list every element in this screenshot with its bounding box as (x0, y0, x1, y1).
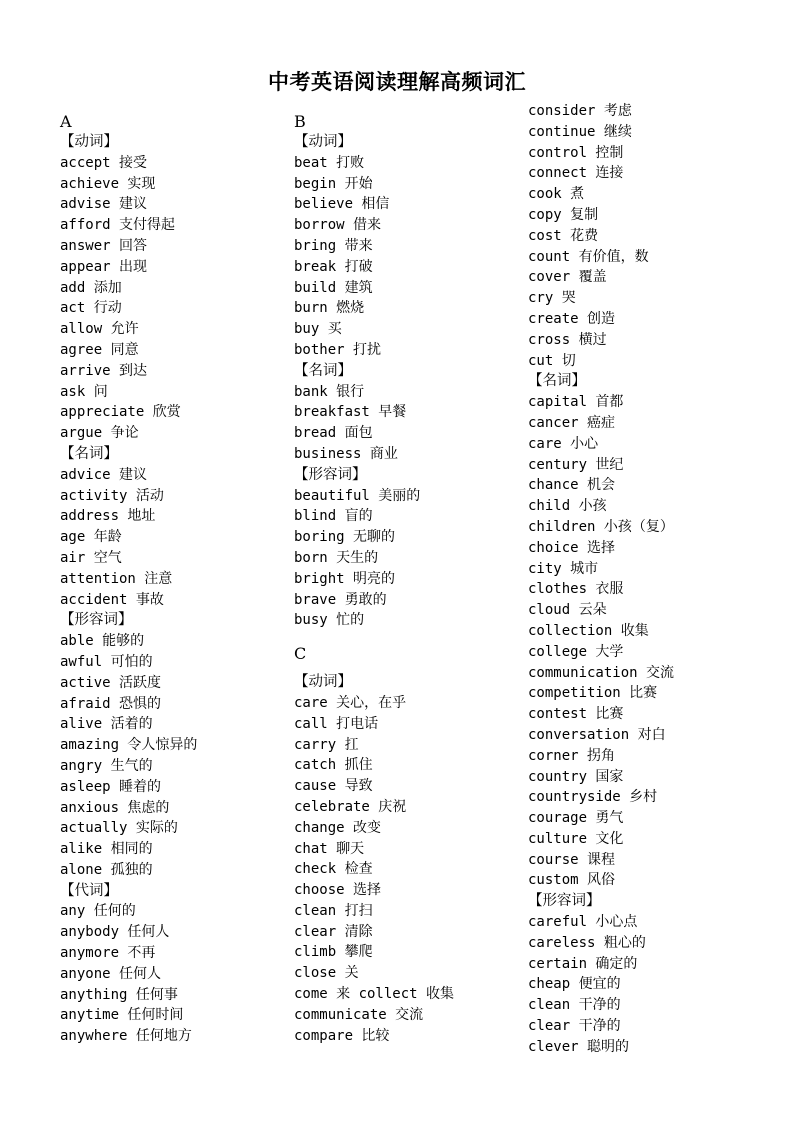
vocab-entry: boring 无聊的 (294, 529, 396, 546)
vocab-entry: careful 小心点 (528, 914, 638, 931)
vocab-entry: anytime 任何时间 (60, 1007, 184, 1024)
vocab-entry: communicate 交流 (294, 1006, 424, 1023)
section-letter: C (294, 644, 307, 664)
vocab-entry: corner 拐角 (528, 747, 616, 764)
vocab-entry: beautiful 美丽的 (294, 487, 421, 504)
vocab-entry: chance 机会 (528, 477, 616, 494)
vocab-entry: breakfast 早餐 (294, 404, 407, 421)
vocab-entry: climb 攀爬 (294, 944, 373, 961)
vocab-entry: bring 带来 (294, 237, 373, 254)
vocab-entry: break 打破 (294, 258, 373, 275)
vocab-entry: cover 覆盖 (528, 269, 607, 286)
category-heading: 【形容词】 (528, 893, 601, 910)
vocab-entry: arrive 到达 (60, 362, 148, 379)
vocab-entry: actually 实际的 (60, 820, 178, 837)
vocab-entry: borrow 借来 (294, 217, 382, 234)
vocab-entry: advise 建议 (60, 196, 148, 213)
vocab-entry: child 小孩 (528, 498, 607, 515)
vocab-entry: address 地址 (60, 508, 156, 525)
vocab-entry: compare 比较 (294, 1027, 390, 1044)
vocab-entry: cause 导致 (294, 778, 373, 795)
vocab-entry: anxious 焦虑的 (60, 799, 170, 816)
vocab-entry: achieve 实现 (60, 175, 156, 192)
category-heading: 【动词】 (294, 674, 352, 691)
page-title: 中考英语阅读理解高频词汇 (268, 70, 526, 94)
vocab-entry: custom 风俗 (528, 872, 616, 889)
vocab-entry: appear 出现 (60, 258, 148, 275)
vocab-entry: copy 复制 (528, 206, 599, 223)
vocab-entry: check 检查 (294, 861, 373, 878)
vocab-entry: cancer 癌症 (528, 414, 616, 431)
section-letter: B (294, 112, 306, 131)
vocab-entry: anywhere 任何地方 (60, 1028, 192, 1045)
vocab-entry: beat 打败 (294, 154, 365, 171)
vocab-entry: college 大学 (528, 643, 624, 660)
vocab-entry: burn 燃烧 (294, 300, 365, 317)
vocab-entry: appreciate 欣赏 (60, 404, 181, 421)
vocab-entry: age 年龄 (60, 529, 122, 546)
vocab-entry: contest 比赛 (528, 706, 624, 723)
vocab-entry: bother 打扰 (294, 341, 382, 358)
vocab-entry: anymore 不再 (60, 945, 156, 962)
vocab-entry: cost 花费 (528, 227, 599, 244)
vocab-entry: born 天生的 (294, 549, 379, 566)
vocab-entry: buy 买 (294, 321, 342, 338)
vocab-entry: connect 连接 (528, 165, 624, 182)
category-heading: 【形容词】 (294, 466, 367, 483)
vocab-entry: accident 事故 (60, 591, 164, 608)
vocab-entry: agree 同意 (60, 341, 139, 358)
vocab-entry: busy 忙的 (294, 612, 365, 629)
category-heading: 【形容词】 (60, 612, 133, 629)
vocab-entry: asleep 睡着的 (60, 778, 162, 795)
column-3 (528, 101, 768, 1058)
vocab-entry: celebrate 庆祝 (294, 798, 407, 815)
vocab-entry: courage 勇气 (528, 810, 624, 827)
vocab-entry: alike 相同的 (60, 841, 153, 858)
column-1 (60, 101, 300, 1047)
vocab-entry: brave 勇敢的 (294, 591, 387, 608)
vocab-entry: clean 打扫 (294, 902, 373, 919)
vocab-entry: clothes 衣服 (528, 581, 624, 598)
vocab-entry: cheap 便宜的 (528, 976, 621, 993)
vocab-entry: count 有价值，数 (528, 248, 649, 265)
vocab-entry: activity 活动 (60, 487, 164, 504)
vocab-entry: allow 允许 (60, 321, 139, 338)
vocab-entry: advice 建议 (60, 466, 148, 483)
vocab-entry: clean 干净的 (528, 997, 621, 1014)
vocab-entry: communication 交流 (528, 664, 675, 681)
vocab-entry: alone 孤独的 (60, 861, 153, 878)
vocab-entry: anything 任何事 (60, 986, 178, 1003)
vocab-entry: countryside 乡村 (528, 789, 658, 806)
category-heading: 【代词】 (60, 882, 118, 899)
vocab-entry: culture 文化 (528, 830, 624, 847)
vocab-entry: conversation 对白 (528, 726, 666, 743)
vocab-entry: chat 聊天 (294, 840, 365, 857)
vocab-entry: change 改变 (294, 819, 382, 836)
vocab-entry: anybody 任何人 (60, 924, 170, 941)
vocab-entry: close 关 (294, 965, 359, 982)
category-heading: 【名词】 (294, 362, 352, 379)
vocab-entry: century 世纪 (528, 456, 624, 473)
vocab-entry: attention 注意 (60, 570, 173, 587)
vocab-entry: choice 选择 (528, 539, 616, 556)
vocab-entry: argue 争论 (60, 425, 139, 442)
vocab-entry: come 来 collect 收集 (294, 986, 455, 1003)
vocab-entry: amazing 令人惊异的 (60, 737, 198, 754)
vocab-entry: choose 选择 (294, 882, 382, 899)
vocab-entry: cut 切 (528, 352, 576, 369)
vocab-entry: blind 盲的 (294, 508, 373, 525)
vocab-entry: bright 明亮的 (294, 570, 396, 587)
vocab-entry: competition 比赛 (528, 685, 658, 702)
category-heading: 【动词】 (294, 134, 352, 150)
vocab-entry: city 城市 (528, 560, 599, 577)
vocab-entry: ask 问 (60, 383, 108, 400)
category-heading: 【名词】 (60, 445, 118, 462)
vocab-entry: capital 首都 (528, 394, 624, 411)
vocab-entry: accept 接受 (60, 154, 148, 171)
category-heading: 【名词】 (528, 373, 586, 390)
vocab-entry: course 课程 (528, 851, 616, 868)
vocab-entry: care 小心 (528, 435, 599, 452)
vocab-entry: bread 面包 (294, 425, 373, 442)
vocab-entry: answer 回答 (60, 237, 148, 254)
vocab-entry: consider 考虑 (528, 103, 632, 119)
vocab-entry: children 小孩（复） (528, 518, 674, 535)
vocab-entry: clear 干净的 (528, 1018, 621, 1035)
vocab-entry: cloud 云朵 (528, 602, 607, 619)
vocab-entry: cross 横过 (528, 331, 607, 348)
vocab-entry: alive 活着的 (60, 716, 153, 733)
vocab-entry: careless 粗心的 (528, 934, 646, 951)
vocab-entry: afraid 恐惧的 (60, 695, 162, 712)
vocab-entry: active 活跃度 (60, 674, 162, 691)
column-2 (294, 101, 534, 1046)
vocab-entry: able 能够的 (60, 633, 145, 650)
vocab-entry: angry 生气的 (60, 757, 153, 774)
vocab-entry: clever 聪明的 (528, 1038, 630, 1055)
vocab-entry: believe 相信 (294, 196, 390, 213)
vocab-entry: build 建筑 (294, 279, 373, 296)
vocab-entry: afford 支付得起 (60, 217, 176, 234)
vocab-entry: catch 抓住 (294, 757, 373, 774)
vocab-entry: air 空气 (60, 549, 122, 566)
section-letter: A (60, 112, 72, 131)
vocab-entry: collection 收集 (528, 622, 649, 639)
category-heading: 【动词】 (60, 134, 118, 150)
vocab-entry: certain 确定的 (528, 955, 638, 972)
vocab-entry: business 商业 (294, 445, 398, 462)
vocab-entry: carry 扛 (294, 736, 359, 753)
vocab-entry: control 控制 (528, 144, 624, 161)
vocab-entry: continue 继续 (528, 123, 632, 140)
vocab-entry: clear 清除 (294, 923, 373, 940)
vocab-entry: create 创造 (528, 310, 616, 327)
vocab-entry: anyone 任何人 (60, 965, 162, 982)
vocab-entry: begin 开始 (294, 175, 373, 192)
vocab-entry: bank 银行 (294, 383, 365, 400)
vocab-entry: call 打电话 (294, 715, 379, 732)
vocab-entry: act 行动 (60, 300, 122, 317)
vocab-entry: cook 煮 (528, 186, 585, 203)
vocab-entry: cry 哭 (528, 290, 576, 307)
vocab-entry: any 任何的 (60, 903, 136, 920)
vocab-entry: awful 可怕的 (60, 653, 153, 670)
vocab-entry: country 国家 (528, 768, 624, 785)
vocab-entry: add 添加 (60, 279, 122, 296)
vocab-entry: care 关心，在乎 (294, 694, 407, 711)
